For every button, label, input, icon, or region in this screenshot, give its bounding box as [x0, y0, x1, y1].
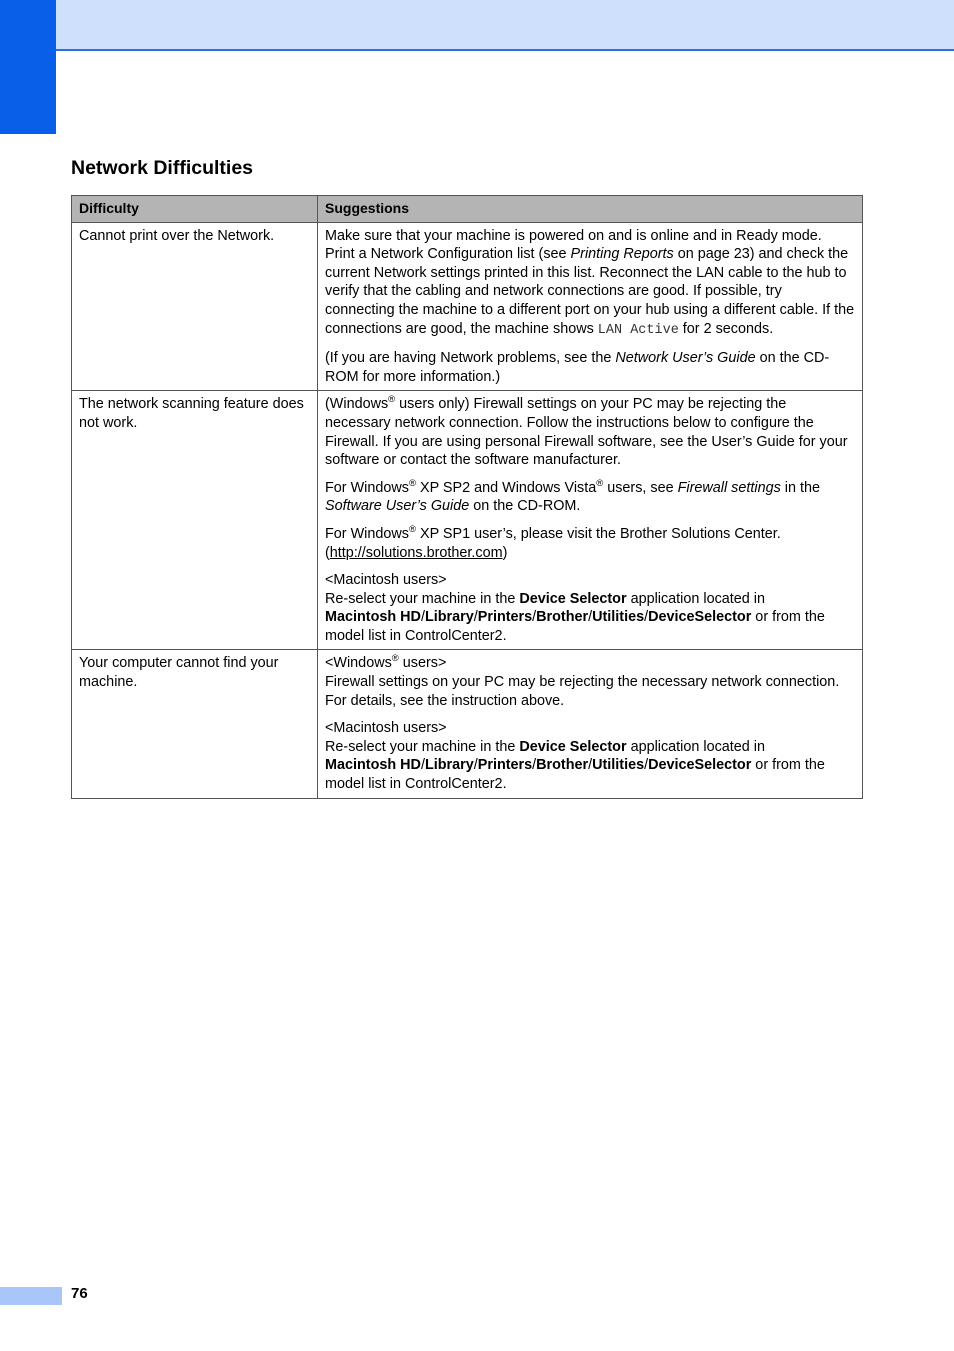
path-segment: DeviceSelector	[648, 609, 752, 626]
path-segment: Macintosh HD	[325, 609, 421, 626]
path-segment: Macintosh HD	[325, 757, 421, 774]
header-band	[0, 0, 954, 51]
chapter-tab	[0, 0, 56, 134]
path-segment: Printers	[477, 609, 533, 626]
difficulty-cell: Your computer cannot find your machine.	[72, 650, 318, 798]
section-title: Network Difficulties	[71, 157, 254, 179]
difficulty-cell: The network scanning feature does not work.	[72, 391, 318, 650]
solutions-center-link[interactable]: http://solutions.brother.com	[329, 544, 503, 561]
suggestion-paragraph: For Windows® XP SP1 user’s, please visit the Brother Solutions Center. (http://solutions.brother.com)	[325, 523, 781, 561]
table-header-row	[72, 196, 863, 223]
path-segment: Utilities	[592, 609, 645, 626]
page-number: 76	[71, 1285, 88, 1302]
guide-reference: Software User’s Guide	[325, 498, 470, 515]
suggestion-paragraph: <Windows® users> Firewall settings on your PC may be rejecting the necessary network connection. For details, see the instruction above.	[325, 653, 840, 709]
path-segment: Library	[424, 609, 474, 626]
suggestion-paragraph: For Windows® XP SP2 and Windows Vista® users, see Firewall settings in the Software User’s Guide on the CD-ROM.	[325, 477, 820, 515]
registered-mark: ®	[408, 523, 416, 535]
device-selector-label: Device Selector	[519, 738, 627, 755]
difficulty-cell: Cannot print over the Network.	[72, 222, 318, 391]
macintosh-heading: <Macintosh users>	[325, 572, 447, 589]
registered-mark: ®	[596, 477, 604, 489]
table-row	[72, 650, 863, 798]
suggestion-paragraph: <Macintosh users> Re-select your machine in the Device Selector application located in Macintosh HD/Library/Printers/Brother/Utilities/DeviceSelector or from the model list in ControlCenter2.	[325, 572, 825, 644]
column-header-difficulty: Difficulty	[72, 196, 318, 223]
registered-mark: ®	[388, 394, 396, 406]
lcd-message: LAN Active	[597, 322, 679, 338]
printing-reports-reference: Printing Reports	[570, 246, 674, 263]
page-tab	[0, 1287, 62, 1305]
path-segment: Library	[424, 757, 474, 774]
suggestion-cell	[318, 650, 863, 798]
table-row	[72, 222, 863, 391]
table-row	[72, 391, 863, 650]
path-segment: Utilities	[592, 757, 645, 774]
suggestion-paragraph: (If you are having Network problems, see the Network User’s Guide on the CD-ROM for more information.)	[325, 350, 830, 385]
guide-reference: Network User’s Guide	[615, 350, 756, 367]
column-header-suggestions: Suggestions	[318, 196, 863, 223]
device-selector-label: Device Selector	[519, 590, 627, 607]
registered-mark: ®	[391, 653, 399, 665]
path-segment: Brother	[536, 609, 589, 626]
suggestion-cell	[318, 391, 863, 650]
suggestion-paragraph: (Windows® users only) Firewall settings on your PC may be rejecting the necessary network connection. Follow the instructions below to configure the Firewall. If you are using personal Firewall software, see the User’s Guide for your software or contact the software manufacturer.	[325, 394, 848, 469]
macintosh-heading: <Macintosh users>	[325, 720, 447, 737]
suggestion-paragraph: <Macintosh users> Re-select your machine in the Device Selector application located in Macintosh HD/Library/Printers/Brother/Utilities/DeviceSelector or from the model list in ControlCenter2.	[325, 720, 825, 793]
path-segment: Brother	[536, 757, 589, 774]
path-segment: DeviceSelector	[648, 757, 752, 774]
troubleshooting-table	[71, 195, 863, 799]
suggestion-cell	[318, 222, 863, 391]
firewall-settings-reference: Firewall settings	[677, 479, 781, 496]
registered-mark: ®	[408, 477, 416, 489]
path-segment: Printers	[477, 757, 533, 774]
suggestion-paragraph: Make sure that your machine is powered on and is online and in Ready mode. Print a Network Configuration list (see Printing Reports on page 23) and check the current Network settings printed in this list. Reconnect the LAN cable to the hub to verify that the cabling and network connections are good. If possible, try connecting the machine to a different port on your hub using a different cable. If the connections are good, the machine shows LAN Active for 2 seconds.	[325, 227, 855, 338]
